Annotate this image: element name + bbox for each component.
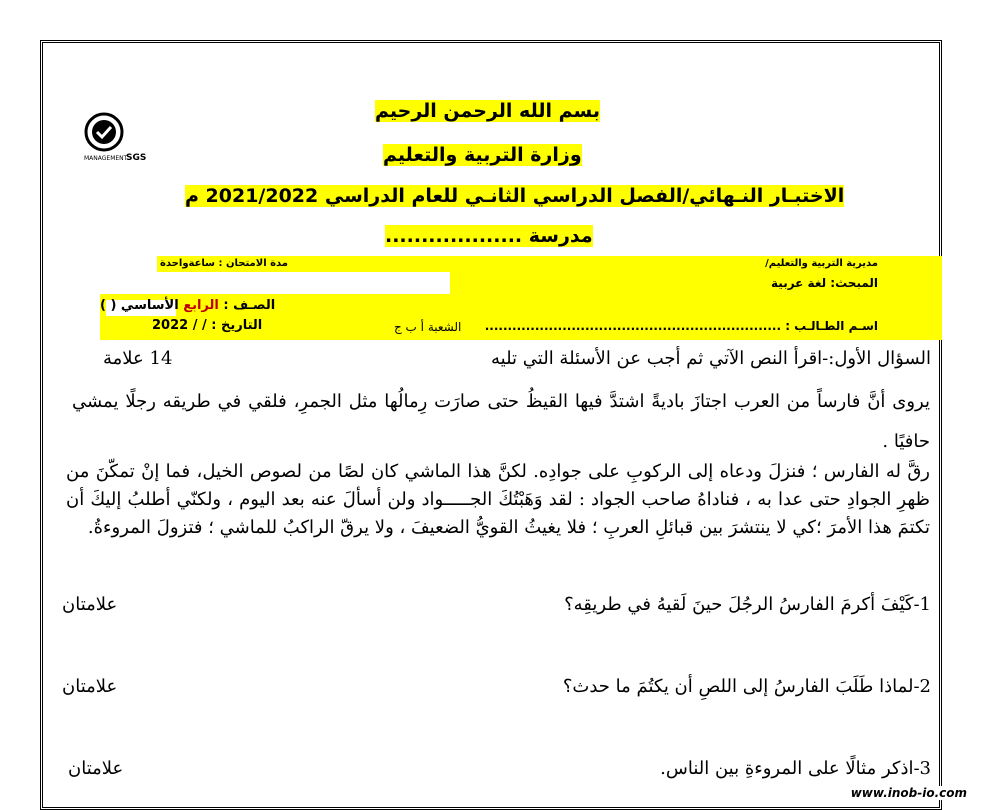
directorate-label: مديرية التربية والتعليم/ xyxy=(765,258,878,269)
question-marks: علامتان xyxy=(68,758,124,779)
grade-rest: الأساسي ( ) xyxy=(100,298,179,313)
grade-value: الرابع xyxy=(183,298,219,313)
exam-date: التاريخ : / / 2022 xyxy=(152,318,263,333)
svg-text:MANAGEMENT: MANAGEMENT xyxy=(84,155,128,162)
subject-label: المبحث: لغة عربية xyxy=(771,276,878,290)
question-item: 1-كَيْفَ أكرمَ الفارسُ الرجُلَ حينَ لَقيهُ في طريقِه؟ xyxy=(564,594,931,615)
question-item: 3-اذكر مثالًا على المروءةِ بين الناس. xyxy=(660,758,931,779)
basmala: بسم الله الرحمن الرحيم xyxy=(375,100,600,122)
logo-text: SGS xyxy=(126,153,147,163)
exam-title: الاختبـار النـهائي/الفصل الدراسي الثانـي للعام الدراسي 2021/2022 م xyxy=(185,185,845,207)
question1-marks: 14 علامة xyxy=(103,348,173,369)
question-marks: علامتان xyxy=(62,676,118,697)
footer-url[interactable]: www.inob-io.com xyxy=(847,786,971,800)
student-name-field: اسـم الطـالـب : ................................................................. xyxy=(484,319,878,333)
exam-duration: مدة الامتحان : ساعةواحدة xyxy=(160,258,288,269)
section-options: الشعبة أ ب ج xyxy=(394,320,462,334)
grade-label: الصـف : xyxy=(223,298,276,313)
passage-paragraph-2: رقَّ له الفارس ؛ فنزلَ ودعاه إلى الركوبِ على جوادِه. لكنَّ هذا الماشي كان لصًا من لصوص الخيل، فما إنْ تمكّنَ من ظهرِ الجوادِ حتى عدا به ، فناداهُ صاحب الجواد : لقد وَهَبْتُكَ الجـــــواد ولن أسألَ عنه بعد اليوم ، ولكنّي أطلبُ إليكَ أن تكتمَ هذا الأمرَ ؛كي لا ينتشرَ بين قبائلِ العربِ ؛ فلا يغيثُ القويُّ الضعيفَ ، ولا يرقّ الراكبُ للماشي ؛ فتزولَ المروءةُ. xyxy=(66,461,930,538)
question-item: 2-لماذا طَلَبَ الفارسُ إلى اللصِ أن يكتُمَ ما حدث؟ xyxy=(562,676,931,697)
question-marks: علامتان xyxy=(62,594,118,615)
ministry-title: وزارة التربية والتعليم xyxy=(383,144,582,166)
grade-line xyxy=(100,298,275,313)
question1-title: السؤال الأول:-اقرأ النص الآتي ثم أجب عن الأسئلة التي تليه xyxy=(491,348,931,369)
sgs-certification-seal-icon xyxy=(82,108,152,168)
passage-paragraph-1: يروى أنَّ فارساً من العرب اجتازَ باديةً اشتدَّ فيها القيظُ حتى صارَت رِمالُها مثل الجمرِ، فلقي في طريقه رجلًا يمشي حافيًا . xyxy=(72,391,930,452)
school-name: مدرسة ................... xyxy=(385,225,593,247)
